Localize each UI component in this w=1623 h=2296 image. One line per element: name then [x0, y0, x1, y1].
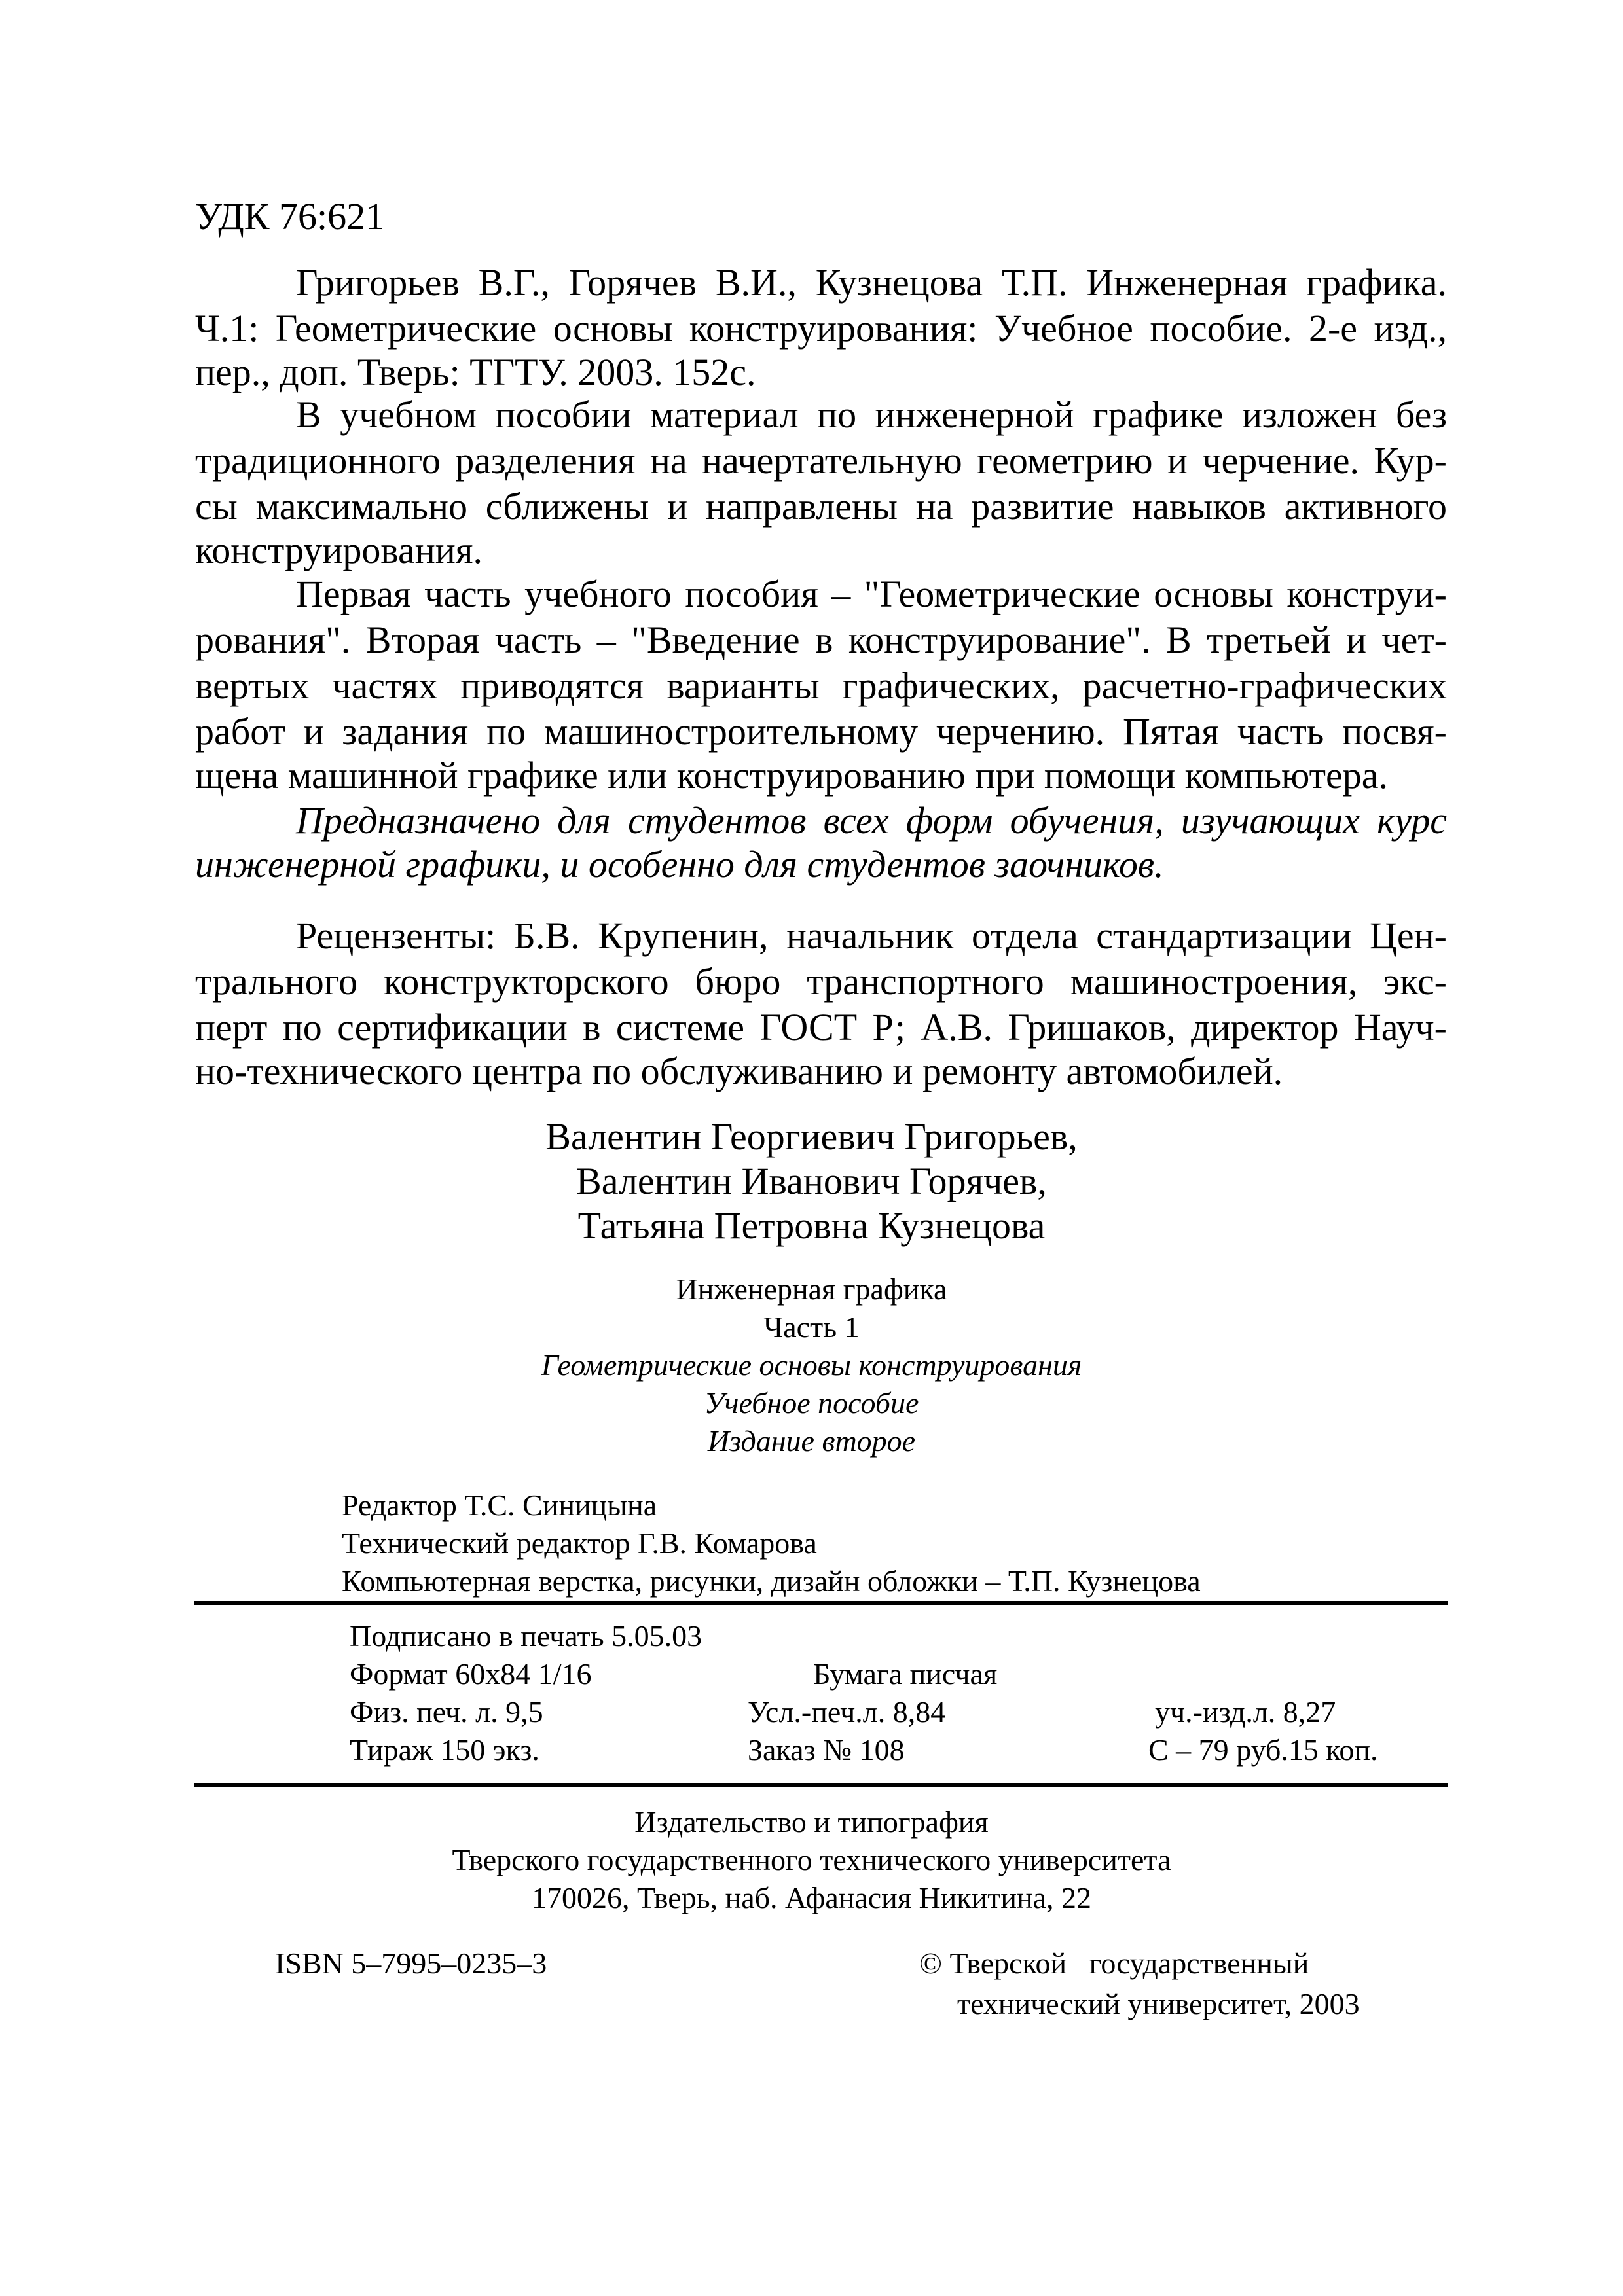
abstract-p1-line-2: традиционного разделения на начертательную геометрию и черчение. Кур-	[195, 439, 1447, 482]
citation-line-3: пер., доп. Тверь: ТГТУ. 2003. 152с.	[195, 351, 756, 393]
citation-line-2: Ч.1: Геометрические основы конструирования: Учебное пособие. 2-е изд.,	[195, 307, 1447, 350]
book-kind: Учебное пособие	[704, 1386, 919, 1420]
reviewers-line-4: но-технического центра по обслуживанию и ремонту автомобилей.	[195, 1050, 1283, 1092]
reviewers-line-1: Рецензенты: Б.В. Крупенин, начальник отдела стандартизации Цен-	[296, 914, 1447, 957]
udk: УДК 76:621	[195, 195, 385, 238]
isbn: ISBN 5–7995–0235–3	[275, 1946, 547, 1980]
imprint-paper: Бумага писчая	[813, 1657, 998, 1691]
imprint-format: Формат 60х84 1/16	[350, 1657, 592, 1691]
imprint-price: С – 79 руб.15 коп.	[1148, 1733, 1378, 1767]
layout-credit: Компьютерная верстка, рисунки, дизайн обложки – Т.П. Кузнецова	[342, 1564, 1201, 1598]
publisher-line-2: Тверского государственного технического университета	[452, 1843, 1171, 1876]
book-part: Часть 1	[763, 1310, 860, 1344]
imprint-uch: уч.-изд.л. 8,27	[1155, 1695, 1336, 1729]
reviewers-line-2: трального конструкторского бюро транспортного машиностроения, экс-	[195, 960, 1447, 1003]
abstract-p2-line-4: работ и задания по машиностроительному черчению. Пятая часть посвя-	[195, 710, 1447, 753]
audience-line-1: Предназначено для студентов всех форм обучения, изучающих курс	[296, 799, 1447, 842]
imprint-phys: Физ. печ. л. 9,5	[350, 1695, 543, 1729]
copyright-line-2: технический университет, 2003	[957, 1987, 1360, 2020]
author-2: Валентин Иванович Горячев,	[576, 1160, 1047, 1202]
book-subtitle: Геометрические основы конструирования	[541, 1348, 1082, 1382]
imprint-top-rule	[194, 1601, 1448, 1605]
tech-editor: Технический редактор Г.В. Комарова	[342, 1526, 817, 1560]
abstract-p2-line-5: щена машинной графике или конструированию при помощи компьютера.	[195, 754, 1388, 797]
publisher-address: 170026, Тверь, наб. Афанасия Никитина, 22	[531, 1881, 1092, 1914]
author-1: Валентин Георгиевич Григорьев,	[545, 1115, 1078, 1158]
abstract-p1-line-3: сы максимально сближены и направлены на развитие навыков активного	[195, 485, 1447, 528]
imprint-tirazh: Тираж 150 экз.	[350, 1733, 539, 1767]
copyright-line-1: © Тверской государственный	[919, 1946, 1309, 1980]
imprint-order: Заказ № 108	[748, 1733, 905, 1767]
book-title: Инженерная графика	[676, 1272, 947, 1306]
reviewers-line-3: перт по сертификации в системе ГОСТ Р; А.В. Гришаков, директор Науч-	[195, 1006, 1447, 1049]
editor: Редактор Т.С. Синицына	[342, 1488, 657, 1522]
abstract-p2-line-3: вертых частях приводятся варианты графических, расчетно-графических	[195, 664, 1447, 707]
abstract-p2-line-2: рования". Вторая часть – "Введение в конструирование". В третьей и чет-	[195, 619, 1447, 661]
book-edition: Издание второе	[707, 1424, 916, 1458]
audience-line-2: инженерной графики, и особенно для студентов заочников.	[195, 843, 1164, 886]
abstract-p1-line-1: В учебном пособии материал по инженерной графике изложен без	[296, 393, 1447, 436]
imprint-signed: Подписано в печать 5.05.03	[350, 1619, 702, 1653]
abstract-p2-line-1: Первая часть учебного пособия – "Геометрические основы конструи-	[296, 573, 1447, 615]
imprint-bottom-rule	[194, 1783, 1448, 1787]
imprint-usl: Усл.-печ.л. 8,84	[748, 1695, 946, 1729]
citation-line-1: Григорьев В.Г., Горячев В.И., Кузнецова Т.П. Инженерная графика.	[296, 261, 1447, 304]
abstract-p1-line-4: конструирования.	[195, 529, 483, 571]
publisher-line-1: Издательство и типография	[634, 1805, 989, 1839]
author-3: Татьяна Петровна Кузнецова	[577, 1204, 1046, 1247]
